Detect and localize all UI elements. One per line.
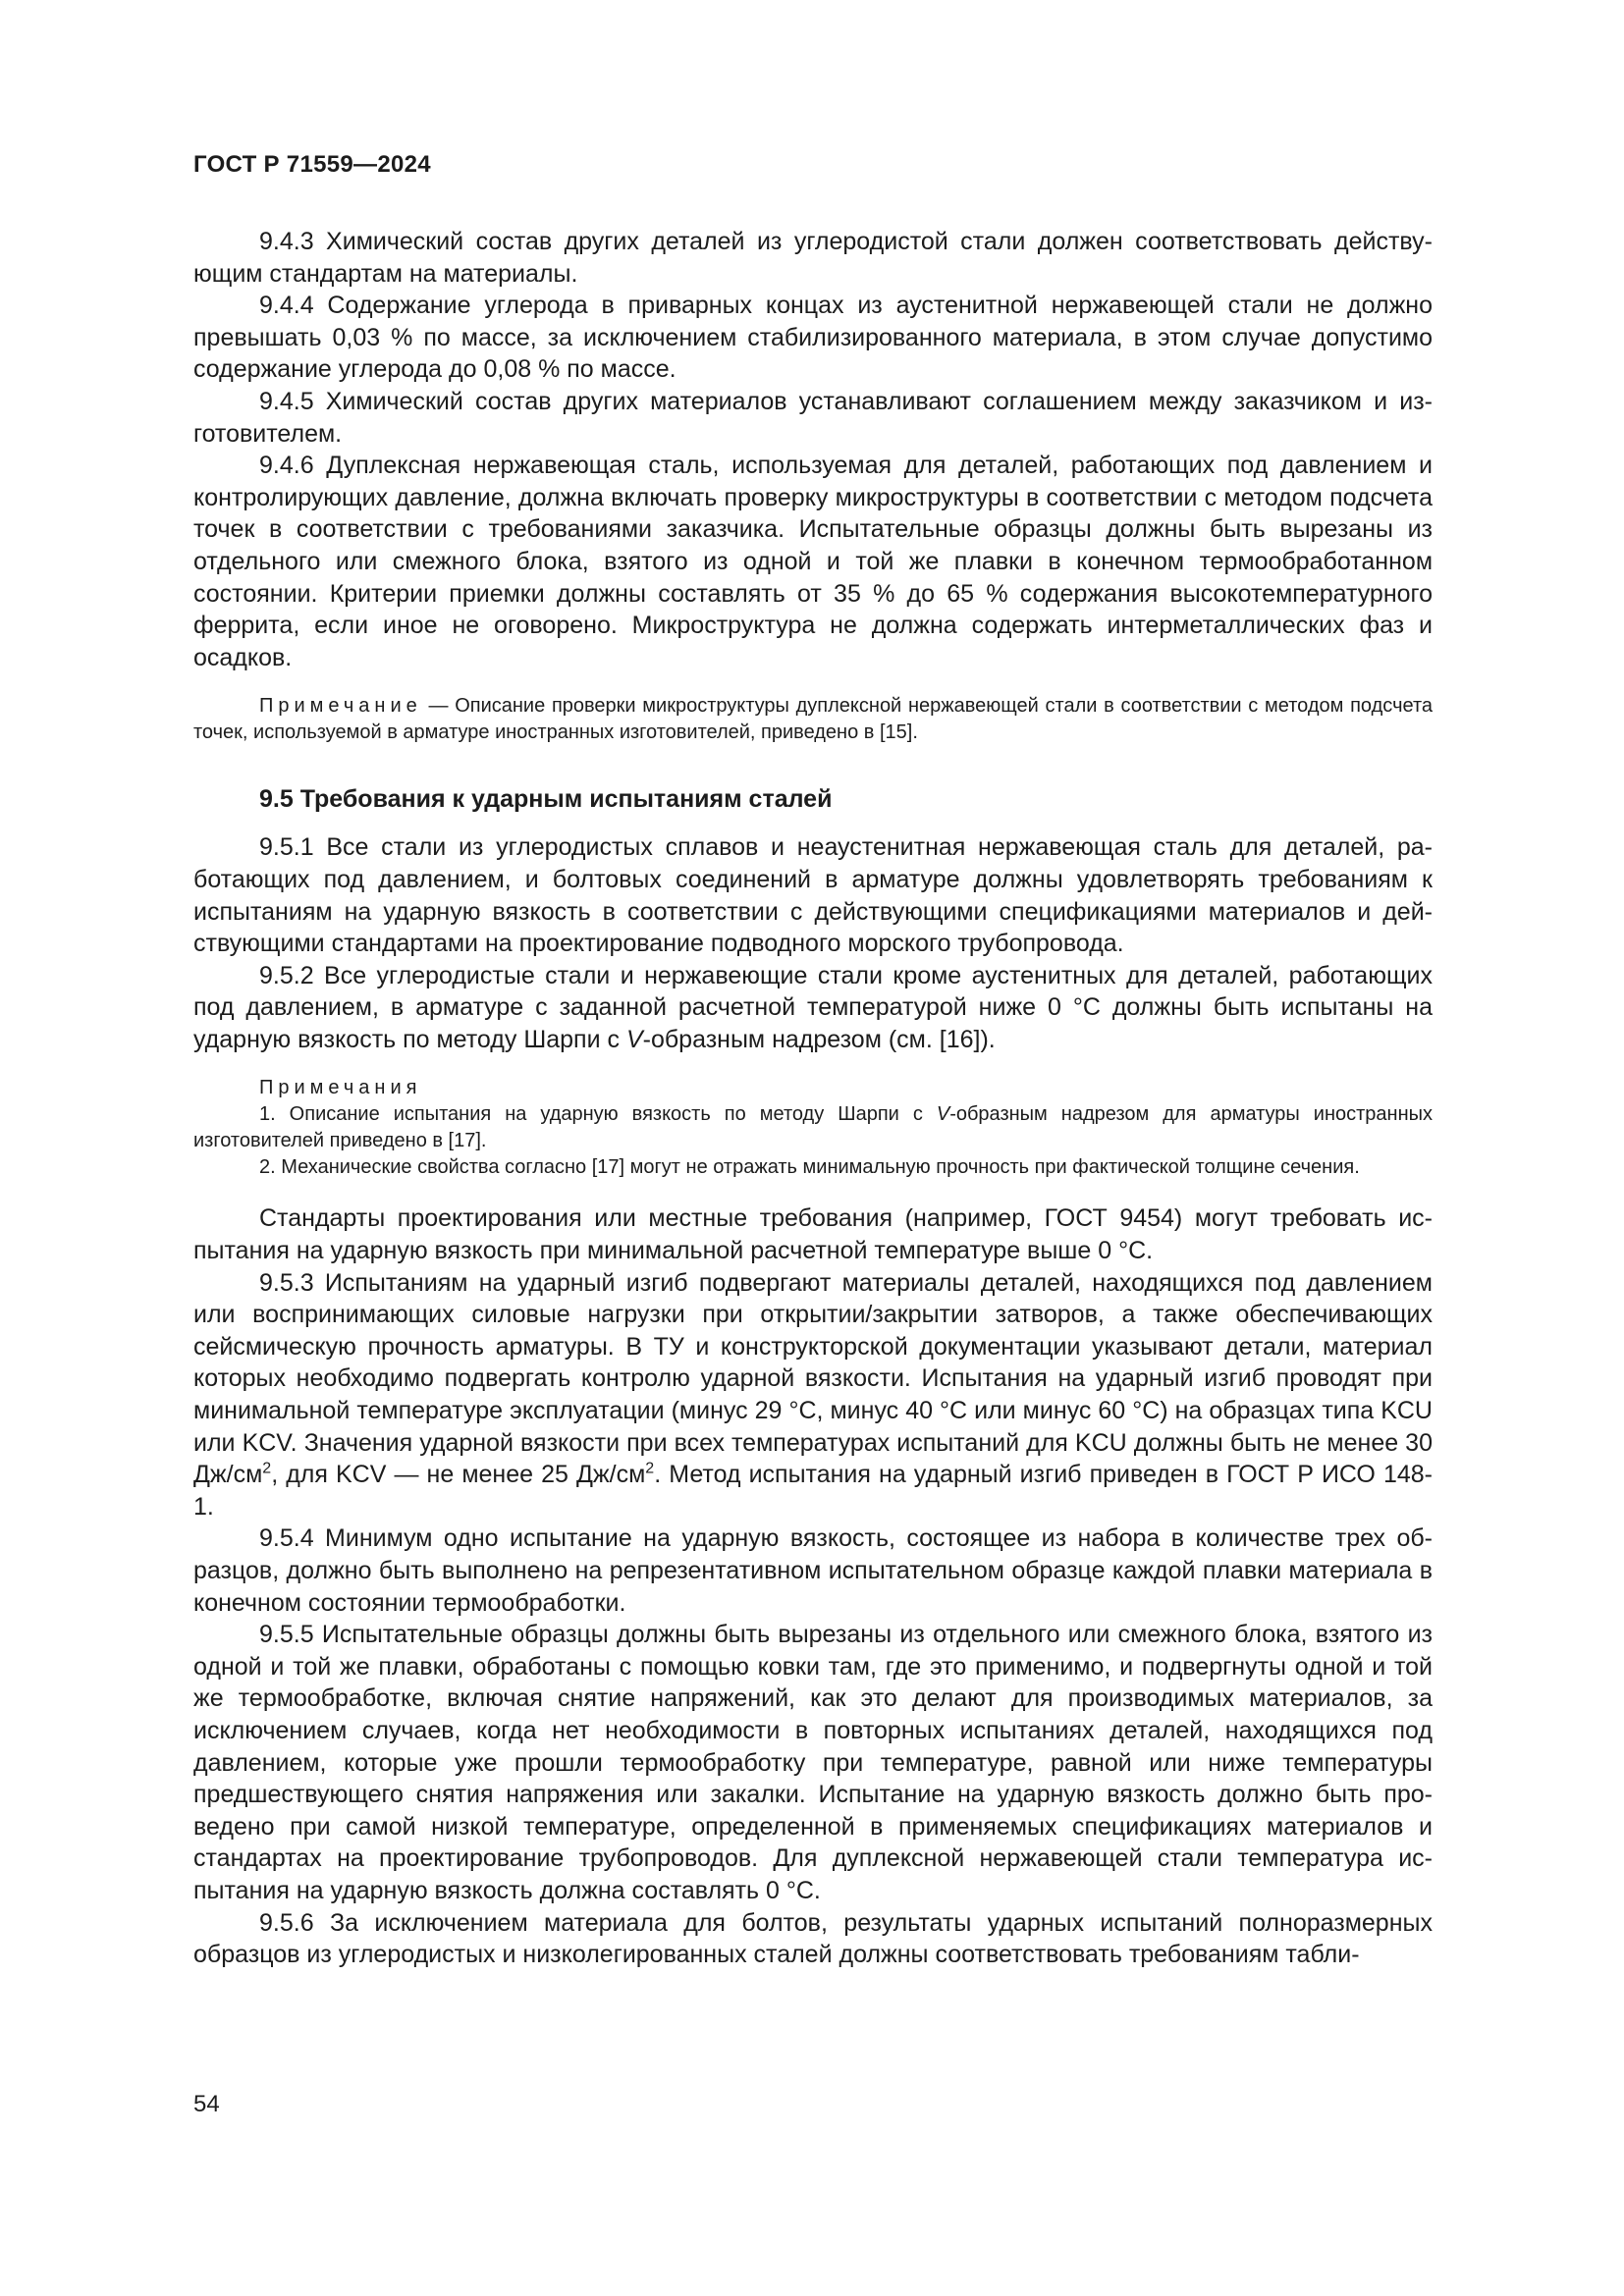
notes-charpy (193, 1075, 1433, 1181)
note-label: Примечание (259, 695, 422, 718)
section-heading-9-5: 9.5 Требования к ударным испытаниям сталей (259, 785, 833, 814)
paragraph-9-5-1: 9.5.1 Все стали из углеродистых сплавов и неаустенитная нержавеющая сталь для деталей, работающих под давлением, и болтовых соединений в арматуре должны удовлетворять требованиям к испытаниям на ударную вязкость в соответствии с действующими спецификациями материалов и действующими стандартами на проектирование подводного морского трубопровода. (193, 833, 1433, 958)
paragraph-9-4-6: 9.4.6 Дуплексная нержавеющая сталь, используемая для деталей, работающих под давлением и контролирующих давление, должна включать проверку микроструктуры в соответствии с методом подсчета точек в соответствии с требованиями заказчика. Испытательные образцы должны быть вырезаны из отдельного или смежного блока, взятого из одной и той же плавки в конечном термообработанном состоянии. Критерии приемки должны составлять от 35 % до 65 % содержания высокотемпературного феррита, если иное не оговорено. Микроструктура не должна содержать интерметаллических фаз и осадков. (193, 452, 1433, 671)
paragraph-9-5-2: 9.5.2 Все углеродистые стали и нержавеющие стали кроме аустенитных для деталей, работающих под давлением, в арматуре с заданной расчетной температурой ниже 0 °С должны быть испытаны на ударную вязкость по методу Шарпи с V-образным надрезом (см. [16]). (193, 961, 1433, 1053)
paragraph-9-5-6: 9.5.6 За исключением материала для болтов, результаты ударных испытаний полноразмерных образцов из углеродистых и низколегированных сталей должны соответствовать требованиям табли- (193, 1908, 1433, 1969)
note-item-2: 2. Механические свойства согласно [17] могут не отражать минимальную прочность при фактической толщине сечения. (259, 1156, 1360, 1179)
note-microstructure (193, 693, 1433, 746)
note-text: — Описание проверки микроструктуры дуплексной нержавеющей стали в соответствии с методом подсчета точек, используемой в арматуре иностранных изготовителей, приведено в [15]. (193, 695, 1433, 744)
document-body (193, 226, 1433, 1971)
page-number: 54 (193, 2091, 220, 2117)
paragraph-9-5-5: 9.5.5 Испытательные образцы должны быть вырезаны из отдельного или смежного блока, взятого из одной и той же плавки, обработаны с помощью ковки там, где это применимо, и подвергнуты одной и той же термообработке, включая снятие напряжений, как это делают для производимых материалов, за исключением случаев, когда нет необходимости в повторных испытаниях деталей, находящихся под давлением, которые уже прошли термообработку при температуре, равной или ниже температуры предшествующего снятия напряжения или закалки. Испытание на ударную вязкость должно быть проведено при самой низкой температуре, определенной в применяемых спецификациях материалов и стандартах на проектирование трубопроводов. Для дуплексной нержавеющей стали температура испытания на ударную вязкость должна составлять 0 °С. (193, 1621, 1433, 1904)
paragraph-9-4-5: 9.4.5 Химический состав других материалов устанавливают соглашением между заказчиком и изготовителем. (193, 387, 1433, 448)
paragraph-9-4-4: 9.4.4 Содержание углерода в приварных концах из аустенитной нержавеющей стали не должно превышать 0,03 % по массе, за исключением стабилизированного материала, в этом случае допустимо содержание углерода до 0,08 % по массе. (193, 292, 1433, 384)
paragraph-9-5-3: 9.5.3 Испытаниям на ударный изгиб подвергают материалы деталей, находящихся под давлением или воспринимающих силовые нагрузки при открытии/закрытии затворов, а также обеспечивающих сейсмическую прочность арматуры. В ТУ и конструкторской документации указывают детали, материал которых необходимо подвергать контролю ударной вязкости. Испытания на ударный изгиб проводят при минимальной температуре эксплуатации (минус 29 °С, минус 40 °С или минус 60 °С) на образцах типа KCU или KCV. Значения ударной вязкости при всех температурах испытаний для KCU должны быть не менее 30 $Дж/см^2$, для KCV — не менее 25 $Дж/см^2$. Метод испытания на ударный изгиб приведен в ГОСТ Р ИСО 148-1. (193, 1268, 1433, 1521)
notes-title: Примечания (259, 1077, 422, 1099)
paragraph-9-5-4: 9.5.4 Минимум одно испытание на ударную вязкость, состоящее из набора в количестве трех образцов, должно быть выполнено на репрезентативном испытательном образце каждой плавки материала в конечном состоянии термообработки. (193, 1524, 1433, 1617)
note-item-1: 1. Описание испытания на ударную вязкость по методу Шарпи с V-образным надрезом для арматуры иностранных изготовителей приведено в [17]. (193, 1103, 1433, 1152)
paragraph-standards: Стандарты проектирования или местные требования (например, ГОСТ 9454) могут требовать испытания на ударную вязкость при минимальной расчетной температуре выше 0 °С. (193, 1204, 1433, 1265)
document-header: ГОСТ Р 71559—2024 (193, 151, 431, 178)
paragraph-9-4-3: 9.4.3 Химический состав других деталей из углеродистой стали должен соответствовать действующим стандартам на материалы. (193, 228, 1433, 288)
